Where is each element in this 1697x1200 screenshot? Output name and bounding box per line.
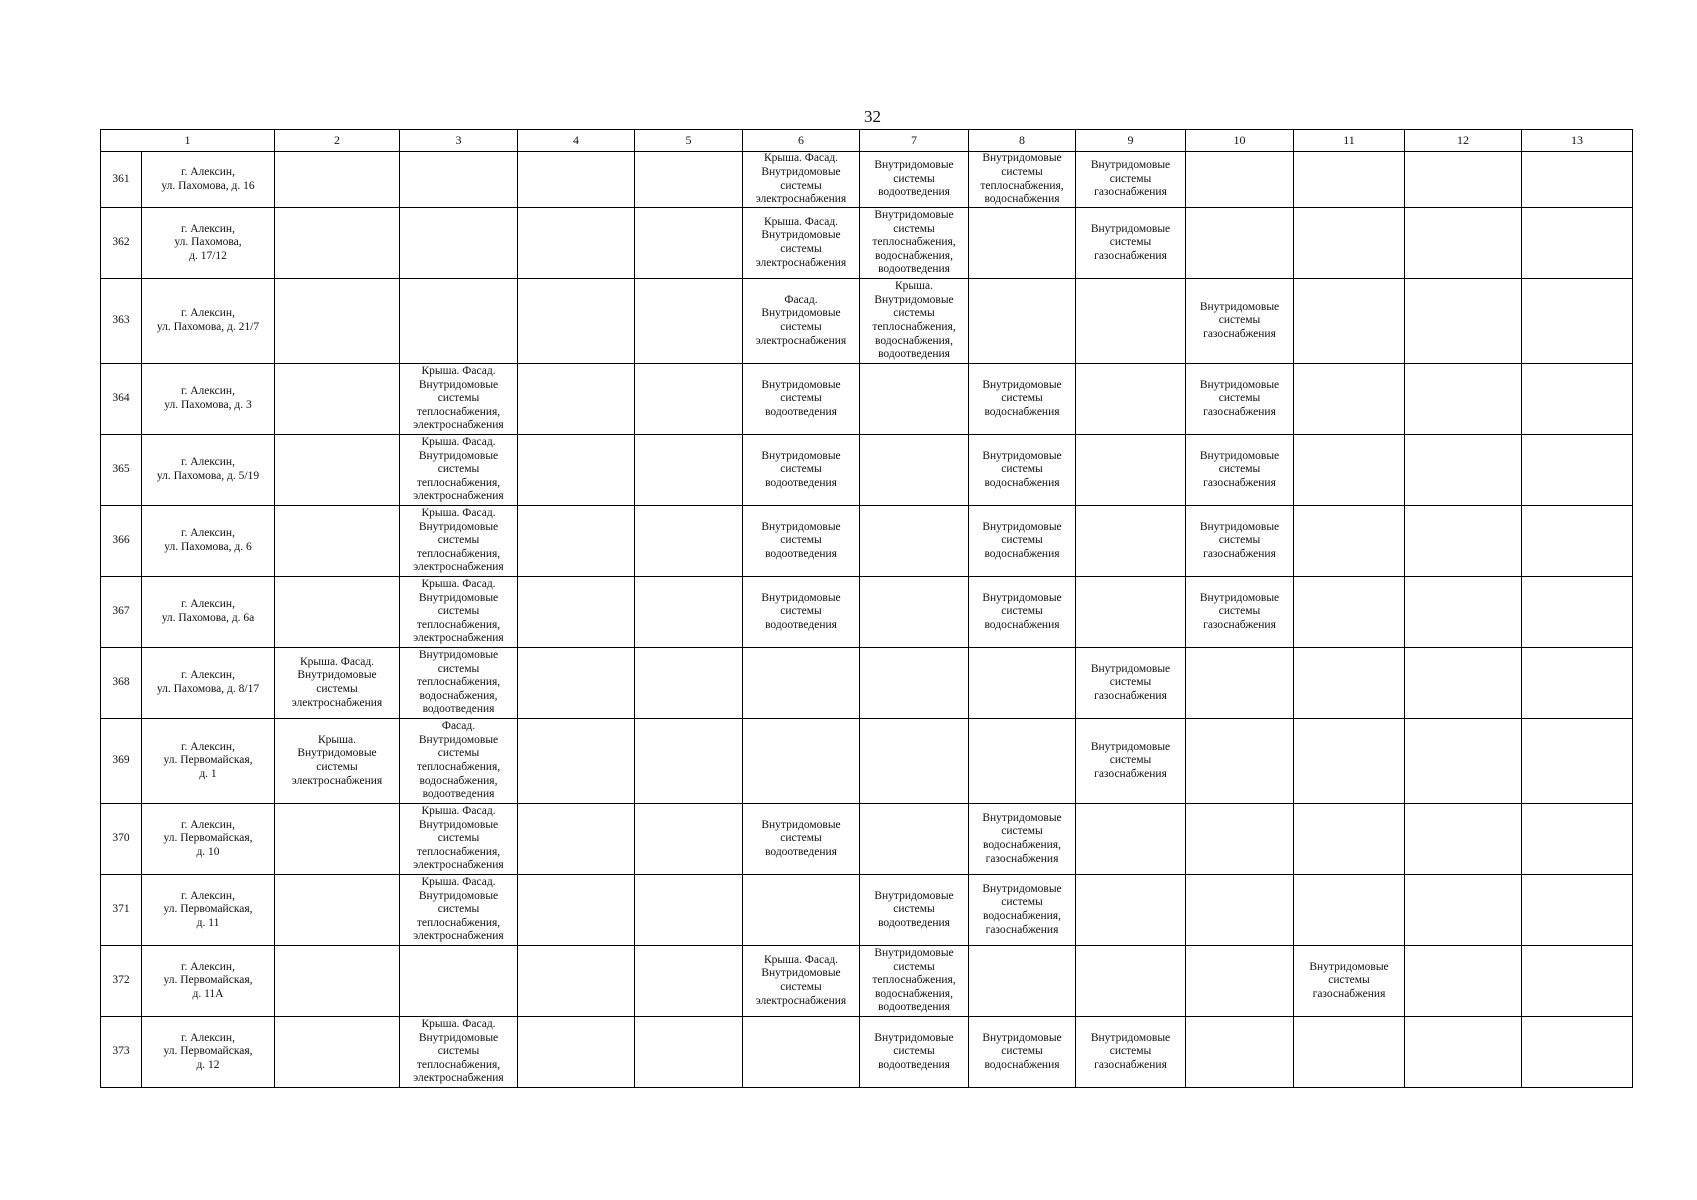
col11-cell (1294, 1017, 1405, 1088)
col5-cell (635, 719, 743, 804)
col11-cell (1294, 279, 1405, 364)
col11-cell (1294, 435, 1405, 506)
col9-cell: Внутридомовые системы газоснабжения (1076, 648, 1186, 719)
header-cell: 11 (1294, 130, 1405, 152)
col2-cell (275, 208, 400, 279)
col10-cell (1186, 648, 1294, 719)
col12-cell (1405, 208, 1522, 279)
col10-cell: Внутридомовые системы газоснабжения (1186, 506, 1294, 577)
col9-cell: Внутридомовые системы газоснабжения (1076, 208, 1186, 279)
col5-cell (635, 435, 743, 506)
col7-cell (860, 506, 969, 577)
col12-cell (1405, 648, 1522, 719)
col13-cell (1522, 719, 1633, 804)
col4-cell (518, 279, 635, 364)
col12-cell (1405, 946, 1522, 1017)
col12-cell (1405, 279, 1522, 364)
col2-cell (275, 875, 400, 946)
col5-cell (635, 1017, 743, 1088)
address-cell: г. Алексин, ул. Первомайская, д. 12 (142, 1017, 275, 1088)
col8-cell (969, 279, 1076, 364)
col3-cell: Крыша. Фасад. Внутридомовые системы теплоснабжения, электроснабжения (400, 506, 518, 577)
col5-cell (635, 946, 743, 1017)
col13-cell (1522, 875, 1633, 946)
col2-cell (275, 364, 400, 435)
col8-cell: Внутридомовые системы водоснабжения (969, 364, 1076, 435)
col7-cell: Внутридомовые системы теплоснабжения, водоснабжения, водоотведения (860, 946, 969, 1017)
col4-cell (518, 152, 635, 208)
col9-cell (1076, 875, 1186, 946)
page-number: 32 (864, 107, 881, 126)
col9-cell (1076, 279, 1186, 364)
address-cell: г. Алексин, ул. Пахомова, д. 16 (142, 152, 275, 208)
col2-cell (275, 1017, 400, 1088)
col2-cell (275, 804, 400, 875)
col9-cell: Внутридомовые системы газоснабжения (1076, 1017, 1186, 1088)
col6-cell: Внутридомовые системы водоотведения (743, 804, 860, 875)
col9-cell (1076, 577, 1186, 648)
col8-cell: Внутридомовые системы водоснабжения (969, 435, 1076, 506)
col5-cell (635, 577, 743, 648)
col11-cell (1294, 577, 1405, 648)
column-number-row (101, 130, 1633, 152)
table-row (101, 719, 1633, 804)
repair-schedule-table (100, 129, 1633, 1088)
address-cell: г. Алексин, ул. Пахомова, д. 8/17 (142, 648, 275, 719)
col11-cell (1294, 208, 1405, 279)
col3-cell: Крыша. Фасад. Внутридомовые системы теплоснабжения, электроснабжения (400, 435, 518, 506)
col2-cell: Крыша. Внутридомовые системы электроснабжения (275, 719, 400, 804)
col8-cell (969, 208, 1076, 279)
table-row (101, 152, 1633, 208)
header-cell: 3 (400, 130, 518, 152)
col9-cell: Внутридомовые системы газоснабжения (1076, 152, 1186, 208)
col10-cell (1186, 152, 1294, 208)
col6-cell: Внутридомовые системы водоотведения (743, 577, 860, 648)
col6-cell: Крыша. Фасад. Внутридомовые системы электроснабжения (743, 946, 860, 1017)
col12-cell (1405, 152, 1522, 208)
col13-cell (1522, 364, 1633, 435)
header-cell: 6 (743, 130, 860, 152)
col3-cell: Крыша. Фасад. Внутридомовые системы теплоснабжения, электроснабжения (400, 875, 518, 946)
col11-cell (1294, 364, 1405, 435)
col6-cell (743, 1017, 860, 1088)
col8-cell: Внутридомовые системы теплоснабжения, водоснабжения (969, 152, 1076, 208)
address-cell: г. Алексин, ул. Первомайская, д. 1 (142, 719, 275, 804)
table-row (101, 804, 1633, 875)
col3-cell (400, 279, 518, 364)
col7-cell: Крыша. Внутридомовые системы теплоснабжения, водоснабжения, водоотведения (860, 279, 969, 364)
col4-cell (518, 875, 635, 946)
row-number-cell: 373 (101, 1017, 142, 1088)
col8-cell: Внутридомовые системы водоснабжения, газоснабжения (969, 875, 1076, 946)
col2-cell: Крыша. Фасад. Внутридомовые системы электроснабжения (275, 648, 400, 719)
address-cell: г. Алексин, ул. Первомайская, д. 10 (142, 804, 275, 875)
row-number-cell: 365 (101, 435, 142, 506)
col10-cell (1186, 946, 1294, 1017)
col4-cell (518, 1017, 635, 1088)
row-number-cell: 369 (101, 719, 142, 804)
col13-cell (1522, 1017, 1633, 1088)
col8-cell: Внутридомовые системы водоснабжения (969, 1017, 1076, 1088)
col10-cell: Внутридомовые системы газоснабжения (1186, 435, 1294, 506)
header-cell: 1 (101, 130, 275, 152)
col6-cell: Внутридомовые системы водоотведения (743, 364, 860, 435)
table-row (101, 875, 1633, 946)
col6-cell: Крыша. Фасад. Внутридомовые системы электроснабжения (743, 152, 860, 208)
table-row (101, 279, 1633, 364)
address-cell: г. Алексин, ул. Пахомова, д. 3 (142, 364, 275, 435)
col5-cell (635, 648, 743, 719)
col7-cell (860, 804, 969, 875)
col4-cell (518, 719, 635, 804)
col10-cell (1186, 719, 1294, 804)
col4-cell (518, 435, 635, 506)
col9-cell (1076, 364, 1186, 435)
address-cell: г. Алексин, ул. Пахомова, д. 6а (142, 577, 275, 648)
col12-cell (1405, 719, 1522, 804)
col5-cell (635, 279, 743, 364)
col3-cell: Крыша. Фасад. Внутридомовые системы теплоснабжения, электроснабжения (400, 804, 518, 875)
table-row (101, 435, 1633, 506)
address-cell: г. Алексин, ул. Первомайская, д. 11 (142, 875, 275, 946)
col13-cell (1522, 435, 1633, 506)
col6-cell: Крыша. Фасад. Внутридомовые системы электроснабжения (743, 208, 860, 279)
col8-cell (969, 648, 1076, 719)
row-number-cell: 371 (101, 875, 142, 946)
col4-cell (518, 208, 635, 279)
col13-cell (1522, 577, 1633, 648)
col8-cell (969, 719, 1076, 804)
col10-cell: Внутридомовые системы газоснабжения (1186, 577, 1294, 648)
header-cell: 13 (1522, 130, 1633, 152)
col12-cell (1405, 804, 1522, 875)
header-cell: 4 (518, 130, 635, 152)
col12-cell (1405, 875, 1522, 946)
header-cell: 9 (1076, 130, 1186, 152)
row-number-cell: 368 (101, 648, 142, 719)
col8-cell (969, 946, 1076, 1017)
col11-cell (1294, 804, 1405, 875)
address-cell: г. Алексин, ул. Пахомова, д. 6 (142, 506, 275, 577)
col7-cell: Внутридомовые системы водоотведения (860, 875, 969, 946)
table-row (101, 506, 1633, 577)
col4-cell (518, 506, 635, 577)
header-cell: 10 (1186, 130, 1294, 152)
col3-cell: Крыша. Фасад. Внутридомовые системы теплоснабжения, электроснабжения (400, 1017, 518, 1088)
col3-cell: Крыша. Фасад. Внутридомовые системы теплоснабжения, электроснабжения (400, 364, 518, 435)
address-cell: г. Алексин, ул. Пахомова, д. 21/7 (142, 279, 275, 364)
table-row (101, 648, 1633, 719)
row-number-cell: 372 (101, 946, 142, 1017)
col13-cell (1522, 279, 1633, 364)
col7-cell (860, 719, 969, 804)
col2-cell (275, 577, 400, 648)
row-number-cell: 361 (101, 152, 142, 208)
col12-cell (1405, 577, 1522, 648)
col9-cell: Внутридомовые системы газоснабжения (1076, 719, 1186, 804)
header-cell: 7 (860, 130, 969, 152)
row-number-cell: 366 (101, 506, 142, 577)
col5-cell (635, 875, 743, 946)
col11-cell (1294, 506, 1405, 577)
col9-cell (1076, 804, 1186, 875)
col3-cell (400, 946, 518, 1017)
col3-cell: Внутридомовые системы теплоснабжения, водоснабжения, водоотведения (400, 648, 518, 719)
col11-cell (1294, 152, 1405, 208)
col6-cell (743, 648, 860, 719)
row-number-cell: 363 (101, 279, 142, 364)
row-number-cell: 367 (101, 577, 142, 648)
col11-cell (1294, 648, 1405, 719)
table-row (101, 1017, 1633, 1088)
col4-cell (518, 804, 635, 875)
table-row (101, 946, 1633, 1017)
col12-cell (1405, 435, 1522, 506)
col7-cell (860, 648, 969, 719)
col8-cell: Внутридомовые системы водоснабжения (969, 577, 1076, 648)
col13-cell (1522, 648, 1633, 719)
address-cell: г. Алексин, ул. Первомайская, д. 11А (142, 946, 275, 1017)
table-row (101, 364, 1633, 435)
col9-cell (1076, 435, 1186, 506)
col2-cell (275, 435, 400, 506)
table-row (101, 577, 1633, 648)
col9-cell (1076, 506, 1186, 577)
col10-cell (1186, 804, 1294, 875)
col13-cell (1522, 804, 1633, 875)
col8-cell: Внутридомовые системы водоснабжения, газоснабжения (969, 804, 1076, 875)
col10-cell (1186, 875, 1294, 946)
row-number-cell: 364 (101, 364, 142, 435)
col2-cell (275, 279, 400, 364)
col7-cell: Внутридомовые системы водоотведения (860, 152, 969, 208)
col12-cell (1405, 1017, 1522, 1088)
col13-cell (1522, 152, 1633, 208)
col12-cell (1405, 364, 1522, 435)
col10-cell (1186, 1017, 1294, 1088)
col2-cell (275, 946, 400, 1017)
col5-cell (635, 804, 743, 875)
col10-cell: Внутридомовые системы газоснабжения (1186, 364, 1294, 435)
col5-cell (635, 208, 743, 279)
header-cell: 5 (635, 130, 743, 152)
col5-cell (635, 364, 743, 435)
address-cell: г. Алексин, ул. Пахомова, д. 17/12 (142, 208, 275, 279)
col9-cell (1076, 946, 1186, 1017)
col10-cell: Внутридомовые системы газоснабжения (1186, 279, 1294, 364)
row-number-cell: 362 (101, 208, 142, 279)
col13-cell (1522, 946, 1633, 1017)
col8-cell: Внутридомовые системы водоснабжения (969, 506, 1076, 577)
table-row (101, 208, 1633, 279)
header-cell: 2 (275, 130, 400, 152)
col13-cell (1522, 506, 1633, 577)
col6-cell (743, 719, 860, 804)
col11-cell (1294, 719, 1405, 804)
col7-cell: Внутридомовые системы водоотведения (860, 1017, 969, 1088)
col3-cell (400, 152, 518, 208)
col7-cell: Внутридомовые системы теплоснабжения, водоснабжения, водоотведения (860, 208, 969, 279)
col6-cell: Фасад. Внутридомовые системы электроснабжения (743, 279, 860, 364)
col6-cell: Внутридомовые системы водоотведения (743, 435, 860, 506)
col7-cell (860, 364, 969, 435)
header-cell: 12 (1405, 130, 1522, 152)
col4-cell (518, 364, 635, 435)
col5-cell (635, 152, 743, 208)
col11-cell (1294, 875, 1405, 946)
header-cell: 8 (969, 130, 1076, 152)
col2-cell (275, 506, 400, 577)
col7-cell (860, 577, 969, 648)
col4-cell (518, 648, 635, 719)
col6-cell: Внутридомовые системы водоотведения (743, 506, 860, 577)
col3-cell (400, 208, 518, 279)
col13-cell (1522, 208, 1633, 279)
col6-cell (743, 875, 860, 946)
col12-cell (1405, 506, 1522, 577)
col7-cell (860, 435, 969, 506)
col10-cell (1186, 208, 1294, 279)
row-number-cell: 370 (101, 804, 142, 875)
col3-cell: Фасад. Внутридомовые системы теплоснабжения, водоснабжения, водоотведения (400, 719, 518, 804)
col2-cell (275, 152, 400, 208)
col3-cell: Крыша. Фасад. Внутридомовые системы теплоснабжения, электроснабжения (400, 577, 518, 648)
address-cell: г. Алексин, ул. Пахомова, д. 5/19 (142, 435, 275, 506)
col5-cell (635, 506, 743, 577)
col4-cell (518, 577, 635, 648)
col4-cell (518, 946, 635, 1017)
col11-cell: Внутридомовые системы газоснабжения (1294, 946, 1405, 1017)
